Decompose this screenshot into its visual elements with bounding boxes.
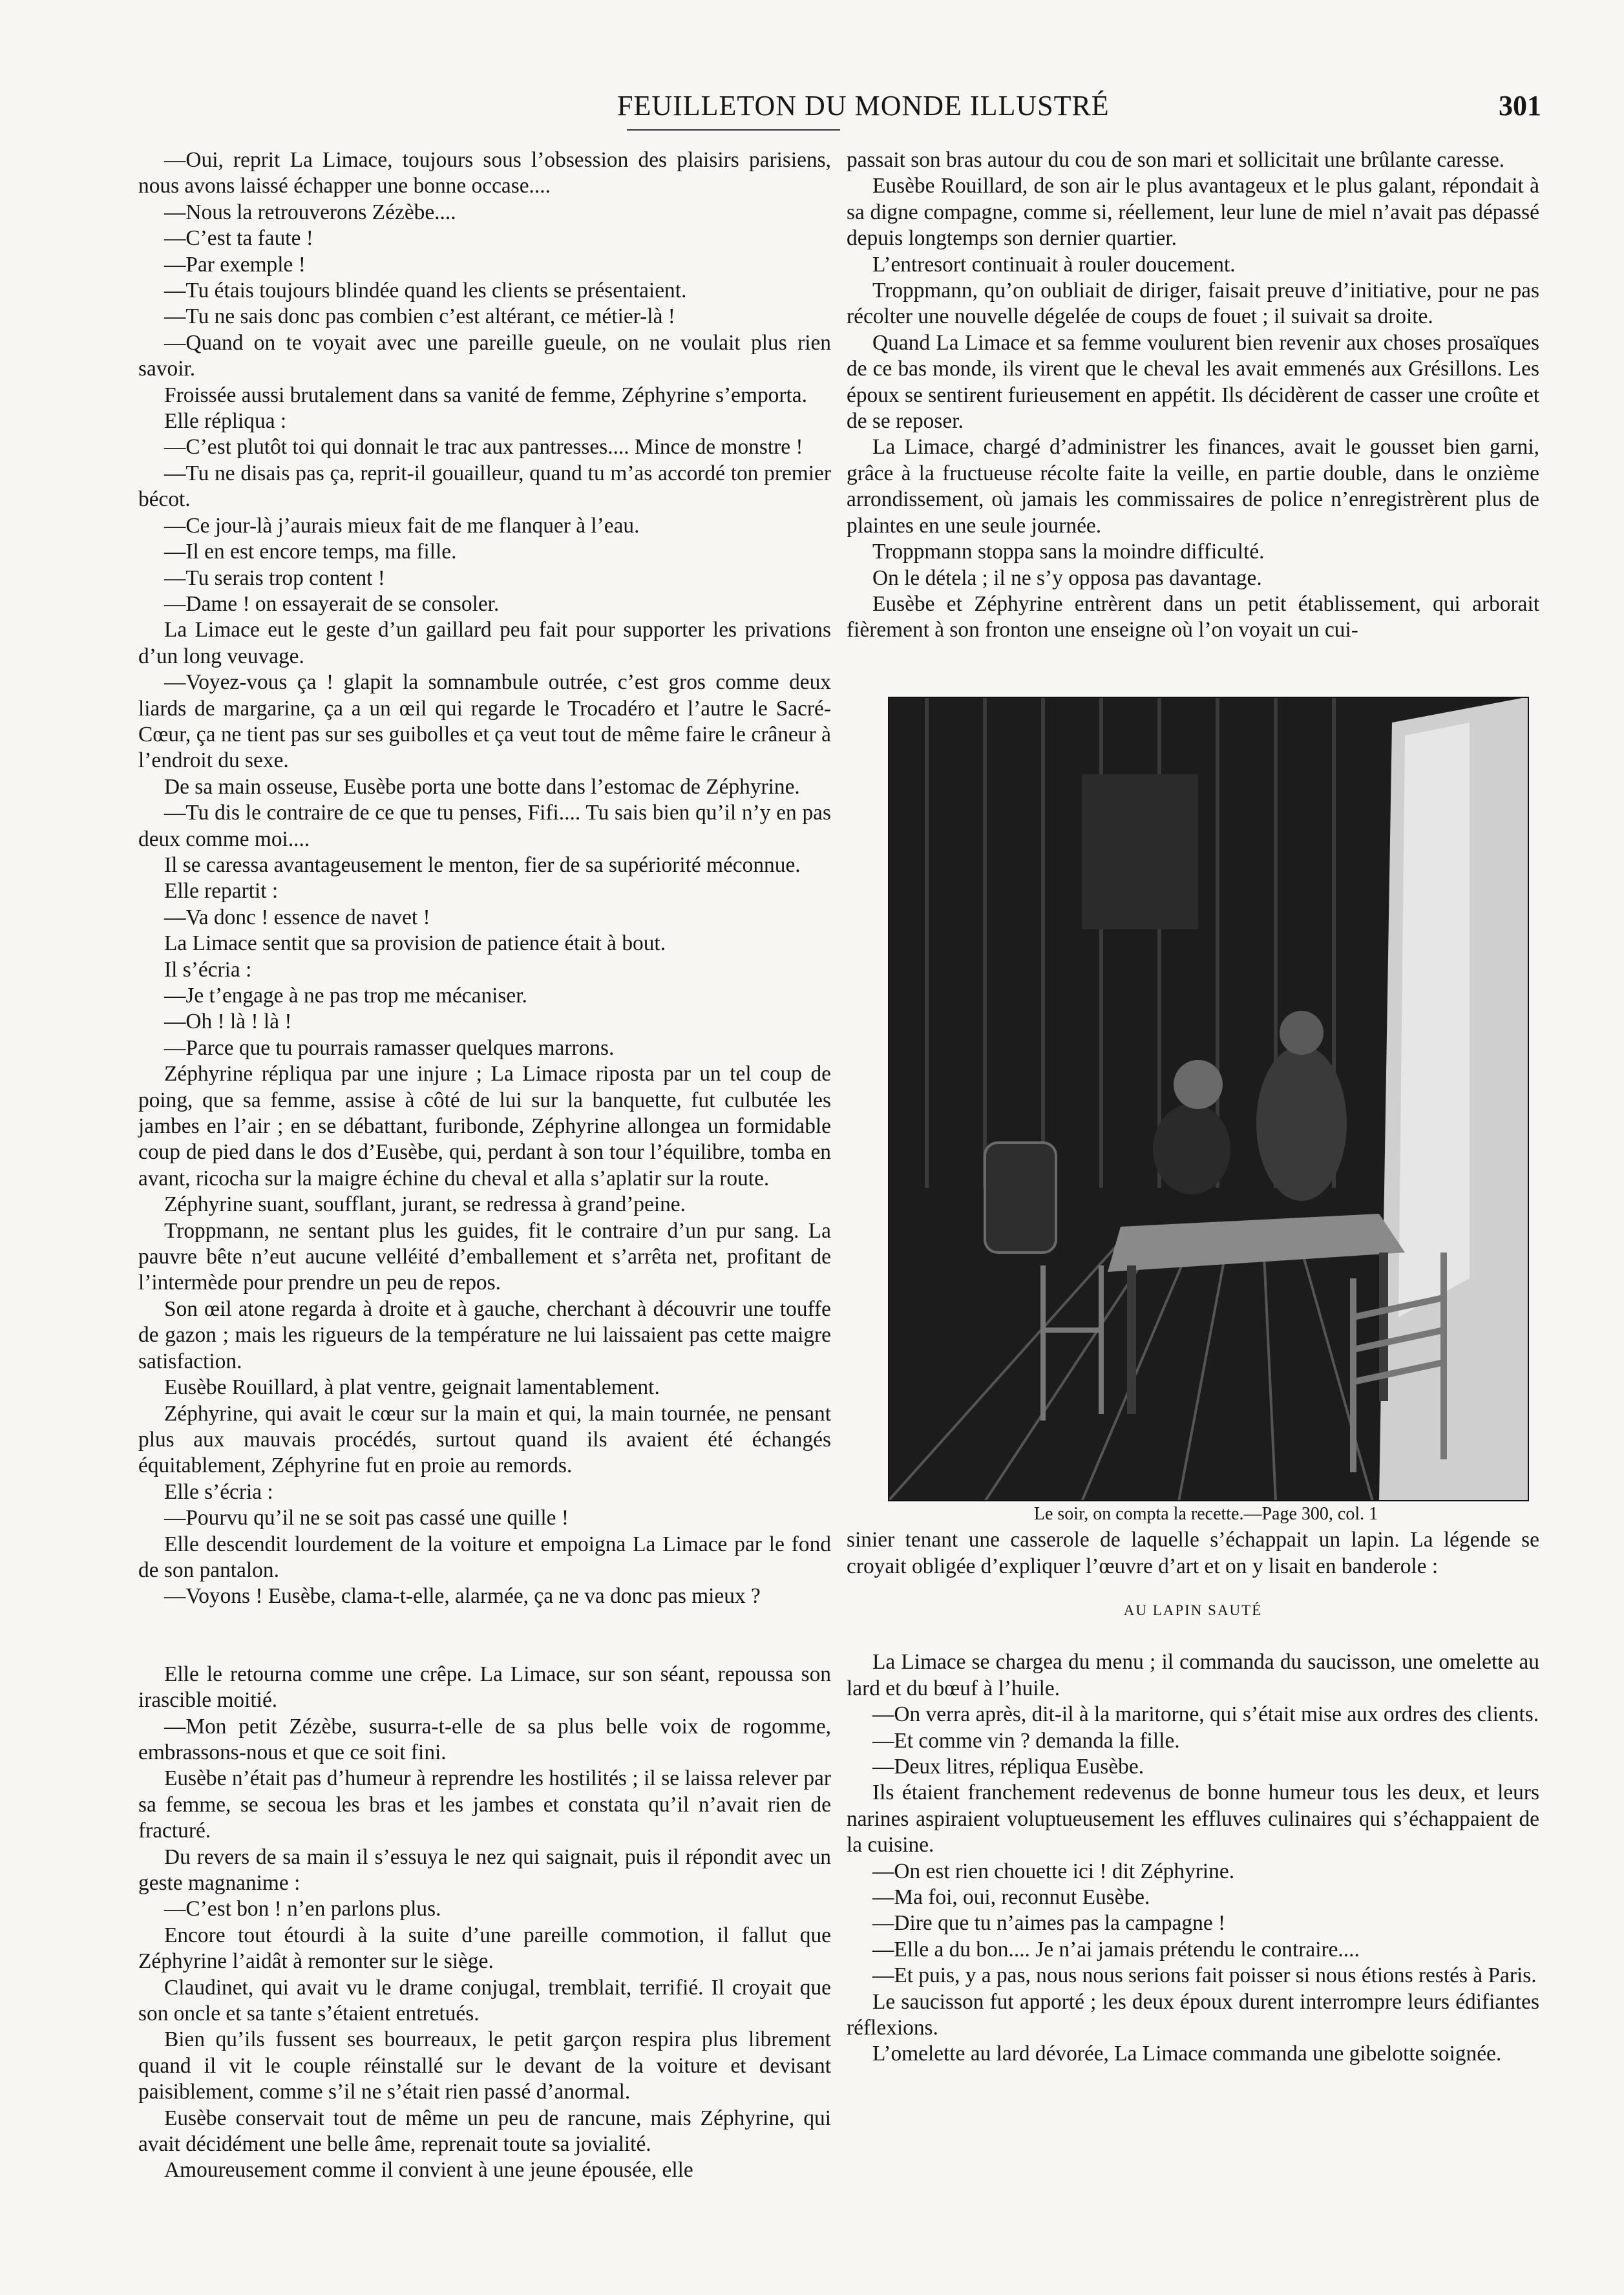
- paragraph: —C’est plutôt toi qui donnait le trac aux pantresses.... Mince de monstre !: [164, 435, 803, 460]
- paragraph: —Par exemple !: [164, 252, 306, 277]
- paragraph: Zéphyrine, qui avait le cœur sur la main et qui, la main tournée, ne pensant plus aux mauvais procédés, surtout quand ils avaient été échangés équitablement, Zéphyrine fut en proie au remords.: [138, 1401, 831, 1478]
- paragraph: —Pourvu qu’il ne se soit pas cassé une quille !: [164, 1506, 569, 1530]
- paragraph: La Limace, chargé d’administrer les finances, avait le gousset bien garni, grâce à la fructueuse récolte faite la veille, en partie double, dans le onzième arrondissement, où jamais les commissaires de police n’enregistrèrent plus de plaintes en une seule journée.: [847, 435, 1539, 538]
- paragraph: Eusèbe Rouillard, de son air le plus avantageux et le plus galant, répondait à sa digne compagne, comme si, réellement, leur lune de miel n’avait pas dépassé depuis longtemps son dernier quartier.: [847, 174, 1539, 251]
- right-column-bottom: [847, 1527, 1539, 1580]
- paragraph: —Tu ne sais donc pas combien c’est altérant, ce métier-là !: [164, 304, 675, 329]
- paragraph: —Et puis, y a pas, nous nous serions fait poisser si nous étions restés à Paris.: [872, 1963, 1537, 1988]
- paragraph: La Limace eut le geste d’un gaillard peu fait pour supporter les privations d’un long veuvage.: [138, 618, 831, 668]
- left-column: [138, 147, 831, 2184]
- paragraph: —Nous la retrouverons Zézèbe....: [164, 200, 456, 224]
- paragraph: Troppmann, ne sentant plus les guides, fit le contraire d’un pur sang. La pauvre bête n’eut aucune velléité d’emballement et s’arrêta net, profitant de l’intermède pour prendre un peu de repos.: [138, 1218, 831, 1295]
- paragraph: Elle le retourna comme une crêpe. La Limace, sur son séant, repoussa son irascible moitié.: [138, 1662, 831, 1713]
- paragraph: —Va donc ! essence de navet !: [164, 905, 430, 929]
- paragraph: —On verra après, dit-il à la maritorne, qui s’était mise aux ordres des clients.: [872, 1702, 1539, 1727]
- newspaper-title: FEUILLETON DU MONDE ILLUSTRÉ: [617, 90, 1110, 122]
- header-rule: [627, 129, 840, 131]
- paragraph: Zéphyrine suant, soufflant, jurant, se redressa à grand’peine.: [164, 1192, 686, 1217]
- paragraph: Claudinet, qui avait vu le drame conjugal, tremblait, terrifié. Il croyait que son oncle et sa tante s’étaient entretués.: [138, 1975, 831, 2026]
- paragraph: Quand La Limace et sa femme voulurent bien revenir aux choses prosaïques de ce bas monde, ils virent que le cheval les avait emmenés aux Grésillons. Les époux se sentirent furieusement en appétit. Ils décidèrent de casser une croûte et de se reposer.: [847, 330, 1539, 434]
- paragraph: De sa main osseuse, Eusèbe porta une botte dans l’estomac de Zéphyrine.: [164, 774, 800, 799]
- paragraph: —Et comme vin ? demanda la fille.: [872, 1728, 1180, 1753]
- paragraph: Eusèbe Rouillard, à plat ventre, geignait lamentablement.: [164, 1375, 660, 1400]
- paragraph: Troppmann stoppa sans la moindre difficulté.: [872, 540, 1265, 564]
- paragraph: —Il en est encore temps, ma fille.: [164, 540, 457, 564]
- paragraph: —Voyez-vous ça ! glapit la somnambule outrée, c’est gros comme deux liards de margarine, ça a un œil qui regarde le Trocadéro et l’autre le Sacré-Cœur, ça ne tient pas sur ses guibolles et ça veut tout de même faire le crâneur à l’endroit du sexe.: [138, 670, 831, 773]
- paragraph: Eusèbe conservait tout de même un peu de rancune, mais Zéphyrine, qui avait décidément une belle âme, reprenait toute sa jovialité.: [138, 2106, 831, 2157]
- paragraph: —Tu serais trop content !: [164, 566, 385, 590]
- paragraph: Froissée aussi brutalement dans sa vanité de femme, Zéphyrine s’emporta.: [164, 383, 807, 407]
- page-header: [136, 89, 1541, 123]
- paragraph: passait son bras autour du cou de son mari et sollicitait une brûlante caresse.: [847, 148, 1505, 172]
- paragraph: Eusèbe n’était pas d’humeur à reprendre les hostilités ; il se laissa relever par sa femme, se secoua les bras et les jambes et constata qu’il n’avait rien de fracturé.: [138, 1766, 831, 1843]
- paragraph: Zéphyrine répliqua par une injure ; La Limace riposta par un tel coup de poing, que sa femme, assise à côté de lui sur la banquette, fut culbutée les jambes en l’air ; en se débattant, furibonde, Zéphyrine allongea un formidable coup de pied dans le dos d’Eusèbe, qui, perdant à son tour l’équilibre, tomba en avant, ricocha sur la maigre échine du cheval et alla s’aplatir sur la route.: [138, 1062, 831, 1190]
- paragraph: —Dire que tu n’aimes pas la campagne !: [872, 1911, 1226, 1936]
- paragraph: —Parce que tu pourrais ramasser quelques marrons.: [164, 1035, 615, 1060]
- right-column-top: [847, 147, 1539, 644]
- paragraph: Encore tout étourdi à la suite d’une pareille commotion, il fallut que Zéphyrine l’aidât à remonter sur le siège.: [138, 1923, 831, 1974]
- paragraph: —Dame ! on essayerait de se consoler.: [164, 591, 500, 616]
- paragraph: Bien qu’ils fussent ses bourreaux, le petit garçon respira plus librement quand il vit le couple réinstallé sur le devant de la voiture et devisant paisiblement, comme s’il ne s’était rien passé d’anormal.: [138, 2027, 831, 2104]
- right-column: [847, 147, 1539, 2068]
- sign-banner: AU LAPIN SAUTÉ: [1123, 1602, 1263, 1618]
- paragraph: Il s’écria :: [164, 957, 252, 982]
- paragraph: —Deux litres, répliqua Eusèbe.: [872, 1754, 1144, 1779]
- paragraph: La Limace sentit que sa provision de patience était à bout.: [164, 931, 666, 956]
- paragraph: On le détela ; il ne s’y opposa pas davantage.: [872, 566, 1262, 590]
- paragraph: sinier tenant une casserole de laquelle s’échappait un lapin. La légende se croyait obligée d’expliquer l’œuvre d’art et on y lisait en banderole :: [847, 1528, 1539, 1578]
- paragraph: —Oh ! là ! là !: [164, 1010, 292, 1034]
- paragraph: —C’est ta faute !: [164, 226, 313, 251]
- paragraph: Elle répliqua :: [164, 409, 287, 434]
- paragraph: —Elle a du bon.... Je n’ai jamais prétendu le contraire....: [872, 1937, 1360, 1962]
- paragraph: Elle s’écria :: [164, 1479, 273, 1504]
- paragraph: —Je t’engage à ne pas trop me mécaniser.: [164, 984, 527, 1008]
- paragraph: Eusèbe et Zéphyrine entrèrent dans un petit établissement, qui arborait fièrement à son fronton une enseigne où l’on voyait un cui-: [847, 591, 1539, 642]
- paragraph: Le saucisson fut apporté ; les deux époux durent interrompre leurs édifiantes réflexions.: [847, 1989, 1539, 2040]
- paragraph: Ils étaient franchement redevenus de bonne humeur tous les deux, et leurs narines aspiraient voluptueusement les effluves culinaires qui s’échappaient de la cuisine.: [847, 1781, 1539, 1857]
- page-number: 301: [1499, 90, 1541, 122]
- paragraph: —Oui, reprit La Limace, toujours sous l’obsession des plaisirs parisiens, nous avons laissé échapper une bonne occase....: [138, 148, 831, 198]
- paragraph: —On est rien chouette ici ! dit Zéphyrine.: [872, 1859, 1235, 1883]
- paragraph: —Voyons ! Eusèbe, clama-t-elle, alarmée, ça ne va donc pas mieux ?: [164, 1584, 761, 1609]
- paragraph: Elle descendit lourdement de la voiture et empoigna La Limace par le fond de son pantalon.: [138, 1532, 831, 1582]
- paragraph: —C’est bon ! n’en parlons plus.: [164, 1897, 441, 1921]
- paragraph: Il se caressa avantageusement le menton, fier de sa supériorité méconnue.: [164, 852, 801, 877]
- paragraph: Son œil atone regarda à droite et à gauche, cherchant à découvrir une touffe de gazon ; mais les rigueurs de la température ne lui laissaient pas cette maigre satisfaction.: [138, 1296, 831, 1373]
- paragraph: —Ma foi, oui, reconnut Eusèbe.: [872, 1885, 1150, 1909]
- paragraph: La Limace se chargea du menu ; il commanda du saucisson, une omelette au lard et du bœuf à l’huile.: [847, 1650, 1539, 1700]
- paragraph: Troppmann, qu’on oubliait de diriger, faisait preuve d’initiative, pour ne pas récolter une nouvelle dégelée de coups de fouet ; il suivait sa droite.: [847, 279, 1539, 329]
- engraving-illustration: [888, 697, 1529, 1501]
- paragraph: —Tu dis le contraire de ce que tu penses, Fifi.... Tu sais bien qu’il n’y en pas deux comme moi....: [138, 801, 831, 851]
- paragraph: Amoureusement comme il convient à une jeune épousée, elle: [164, 2158, 693, 2183]
- paragraph: L’entresort continuait à rouler doucement.: [872, 252, 1236, 277]
- paragraph: Du revers de sa main il s’essuya le nez qui saignait, puis il répondit avec un geste magnanime :: [138, 1845, 831, 1895]
- paragraph: Elle repartit :: [164, 879, 279, 904]
- right-column-end: [847, 1649, 1539, 2068]
- illustration-caption: Le soir, on compta la recette.—Page 300, col. 1: [1033, 1503, 1378, 1524]
- paragraph: —Quand on te voyait avec une pareille gueule, on ne voulait plus rien savoir.: [138, 330, 831, 381]
- paragraph: —Tu ne disais pas ça, reprit-il gouailleur, quand tu m’as accordé ton premier bécot.: [138, 461, 831, 512]
- paragraph: —Tu étais toujours blindée quand les clients se présentaient.: [164, 279, 687, 303]
- paragraph: L’omelette au lard dévorée, La Limace commanda une gibelotte soignée.: [872, 2042, 1502, 2066]
- paragraph: —Ce jour-là j’aurais mieux fait de me flanquer à l’eau.: [164, 513, 640, 538]
- paragraph: —Mon petit Zézèbe, susurra-t-elle de sa plus belle voix de rogomme, embrassons-nous et que ce soit fini.: [138, 1714, 831, 1764]
